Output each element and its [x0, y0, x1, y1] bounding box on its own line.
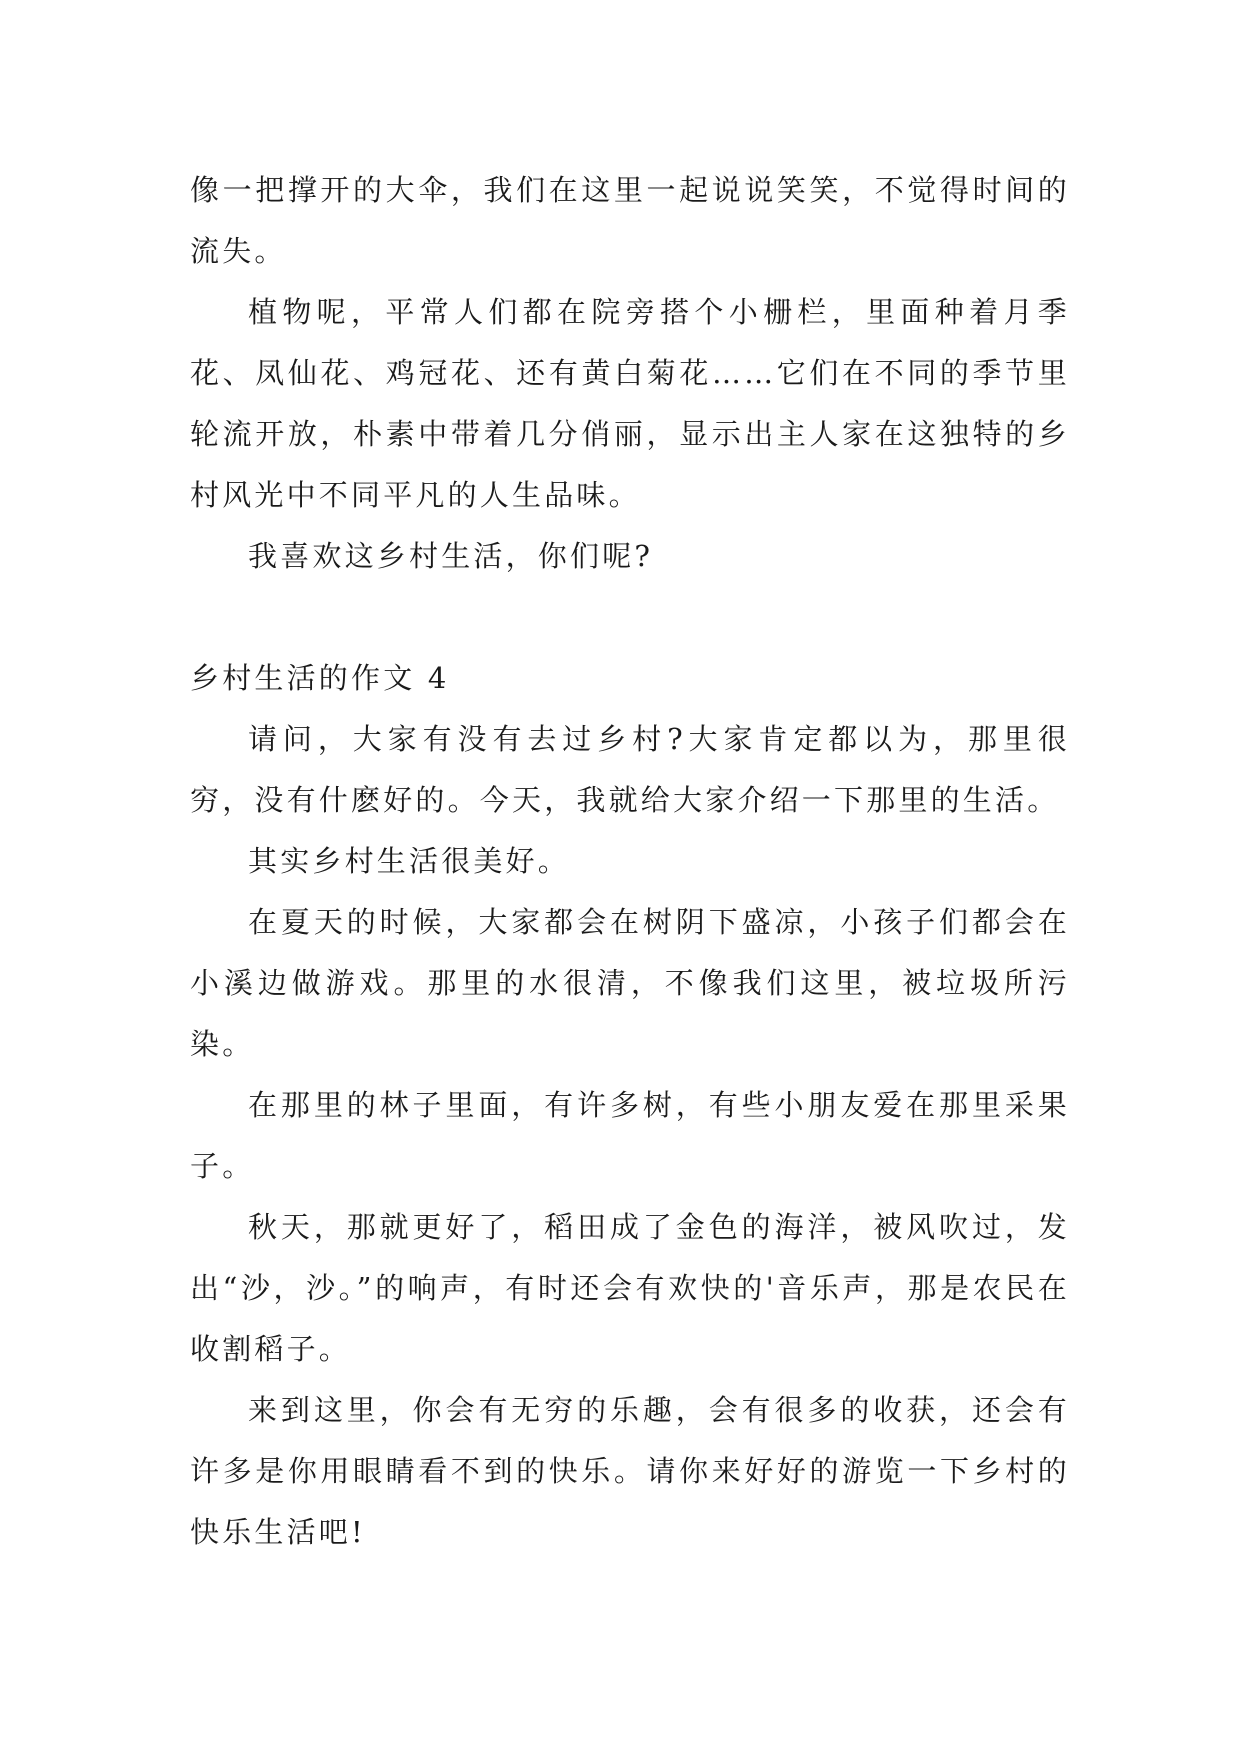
paragraph-question: 请问，大家有没有去过乡村?大家肯定都以为，那里很穷，没有什麽好的。今天，我就给大家介绍一下那里的生活。 [190, 722, 1070, 817]
paragraph-summer: 在夏天的时候，大家都会在树阴下盛凉，小孩子们都会在小溪边做游戏。那里的水很清，不像我们这里，被垃圾所污染。 [190, 905, 1070, 1061]
paragraph-plants: 植物呢，平常人们都在院旁搭个小栅栏，里面种着月季花、凤仙花、鸡冠花、还有黄白菊花……它们在不同的季节里轮流开放，朴素中带着几分俏丽，显示出主人家在这独特的乡村风光中不同平凡的人生品味。 [190, 295, 1070, 512]
essay-title: 乡村生活的作文 4 [190, 661, 450, 695]
document-page [190, 160, 1070, 1563]
paragraph-beautiful: 其实乡村生活很美好。 [248, 844, 571, 878]
paragraph-autumn: 秋天，那就更好了，稻田成了金色的海洋，被风吹过，发出“沙，沙。”的响声，有时还会有欢快的'音乐声，那是农民在收割稻子。 [190, 1210, 1070, 1366]
paragraph-continued: 像一把撑开的大伞，我们在这里一起说说笑笑，不觉得时间的流失。 [190, 173, 1070, 268]
paragraph-closing: 我喜欢这乡村生活，你们呢? [248, 539, 654, 573]
paragraph-woods: 在那里的林子里面，有许多树，有些小朋友爱在那里采果子。 [190, 1088, 1070, 1183]
paragraph-invitation: 来到这里，你会有无穷的乐趣，会有很多的收获，还会有许多是你用眼睛看不到的快乐。请你来好好的游览一下乡村的快乐生活吧! [190, 1393, 1070, 1549]
